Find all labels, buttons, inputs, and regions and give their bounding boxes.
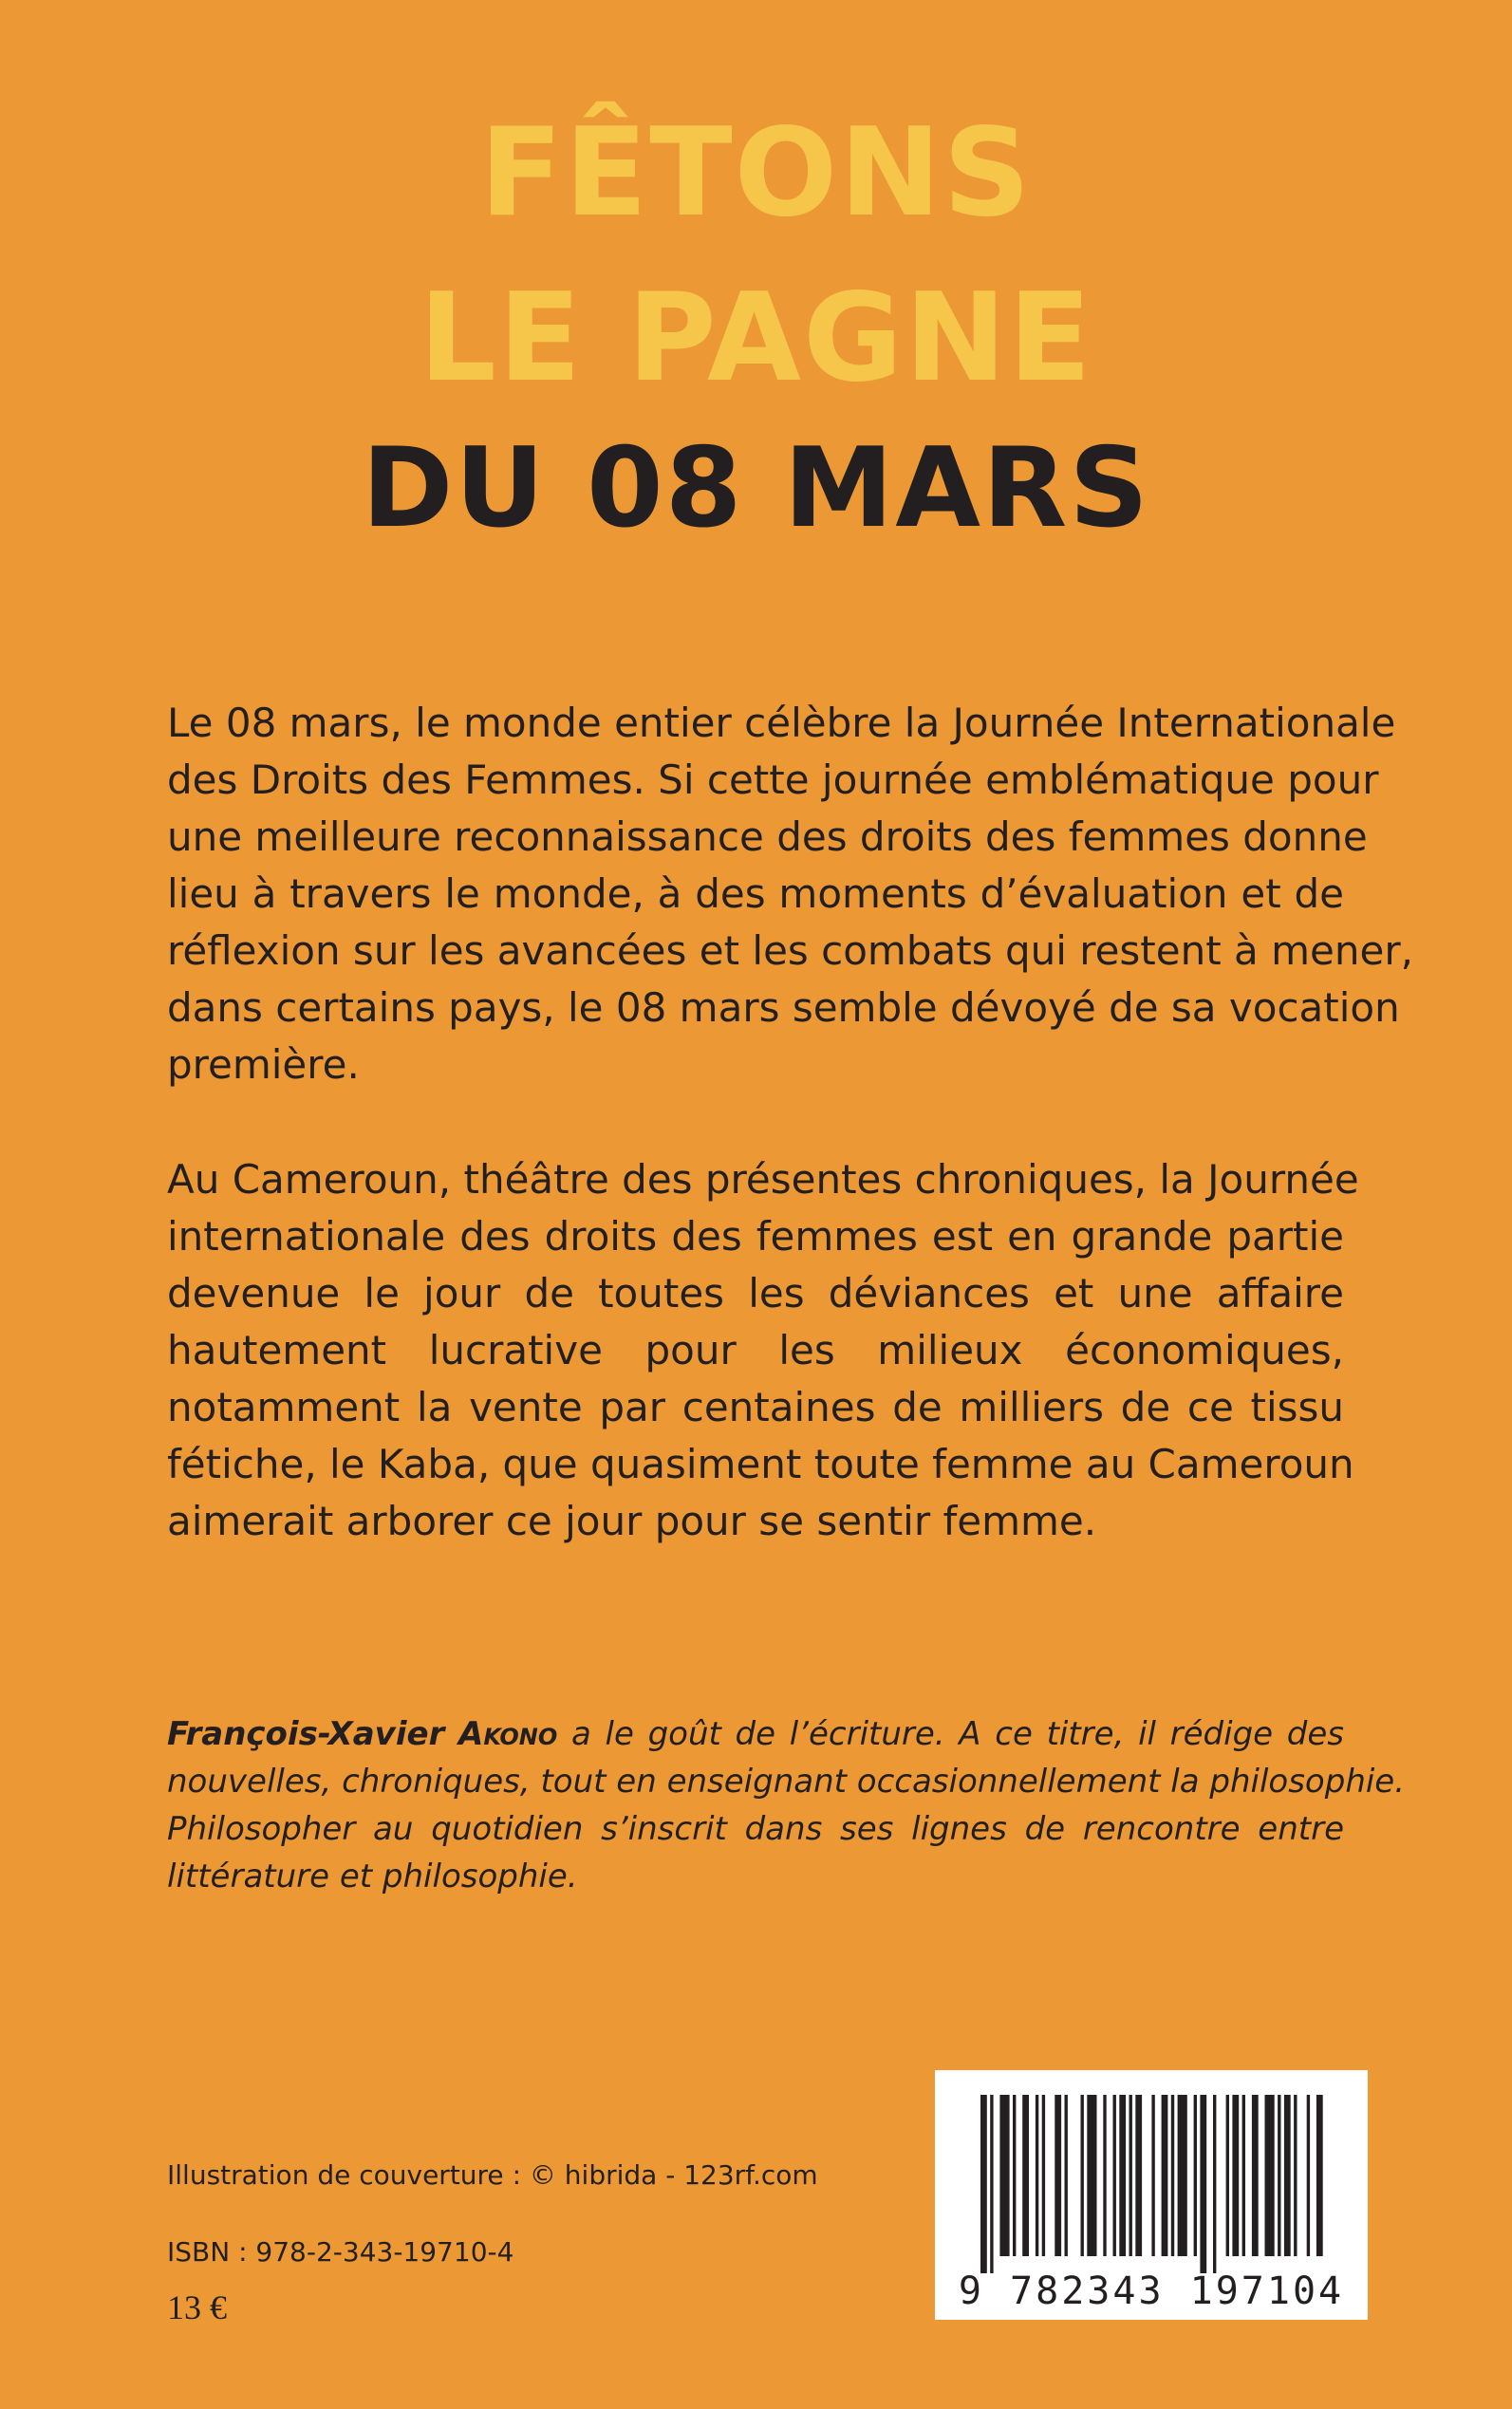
blurb-line: Au Cameroun, théâtre des présentes chroniques, la Journée: [167, 1156, 1359, 1203]
blurb-line: dans certains pays, le 08 mars semble dévoyé de sa vocation: [167, 984, 1400, 1031]
blurb-line: lieu à travers le monde, à des moments d’évaluation et de: [167, 870, 1344, 917]
barcode-bar: [1213, 2095, 1216, 2273]
blurb-line: réflexion sur les avancées et les combats qui restent à mener,: [167, 927, 1413, 974]
barcode-bar: [1307, 2095, 1310, 2256]
barcode-bar: [1242, 2095, 1245, 2256]
barcode-bar: [1013, 2095, 1016, 2256]
barcode-bar: [1087, 2095, 1096, 2256]
title-line-1: FÊTONS: [479, 103, 1033, 244]
barcode-bar: [1265, 2095, 1275, 2256]
barcode-bar: [1194, 2095, 1197, 2256]
blurb-paragraph-1: [167, 695, 1413, 1093]
barcode-bar: [1022, 2095, 1029, 2256]
barcode-bar: [1119, 2095, 1126, 2256]
barcode-bar: [1232, 2095, 1239, 2256]
author-last-name: Akono: [458, 1715, 558, 1753]
title-line-3: DU 08 MARS: [362, 424, 1150, 552]
barcode-digits: 9 782343 197104: [958, 2269, 1345, 2313]
barcode-bar: [1135, 2095, 1142, 2256]
barcode-bar: [1129, 2095, 1132, 2256]
title-line-2: LE PAGNE: [419, 268, 1093, 409]
barcode-bar: [1103, 2095, 1106, 2256]
blurb-line: devenue le jour de toutes les déviances et une affaire: [167, 1270, 1344, 1317]
illustration-credit: Illustration de couverture : © hibrida - 123rf.com: [167, 2159, 818, 2191]
author-bio: [167, 1710, 1406, 1900]
blurb-line: aimerait arborer ce jour pour se sentir femme.: [167, 1498, 1097, 1544]
blurb-line: hautement lucrative pour les milieux économiques,: [167, 1327, 1344, 1373]
blurb-line: Le 08 mars, le monde entier célèbre la Journée Internationale: [167, 700, 1396, 746]
barcode-bar: [1162, 2095, 1168, 2256]
barcode-bar: [1055, 2095, 1061, 2256]
barcode-bar: [999, 2095, 1009, 2256]
barcode-bar: [1284, 2095, 1291, 2256]
bio-line: littérature et philosophie.: [167, 1858, 578, 1895]
barcode-bar: [1278, 2095, 1280, 2256]
bio-text: a le goût de l’écriture. A ce titre, il rédige des: [571, 1715, 1344, 1753]
barcode-bar: [1200, 2095, 1206, 2273]
bio-line: Philosopher au quotidien s’inscrit dans ses lignes de rencontre entre: [167, 1810, 1344, 1848]
barcode-bar: [990, 2095, 993, 2273]
barcode-bar: [1042, 2095, 1045, 2256]
blurb-paragraph-2: [167, 1151, 1359, 1550]
blurb-line: notamment la vente par centaines de milliers de ce tissu: [167, 1384, 1344, 1430]
barcode-bar: [1294, 2095, 1297, 2256]
barcode-bar: [1226, 2095, 1229, 2256]
blurb-line: une meilleure reconnaissance des droits des femmes donne: [167, 813, 1368, 860]
barcode-bar: [1252, 2095, 1259, 2256]
blurb-line: internationale des droits des femmes est en grande partie: [167, 1213, 1344, 1260]
barcode-bar: [1036, 2095, 1038, 2256]
isbn: ISBN : 978-2-343-19710-4: [167, 2236, 514, 2268]
blurb-line: des Droits des Femmes. Si cette journée emblématique pour: [167, 756, 1379, 803]
barcode-bar: [1316, 2095, 1323, 2256]
barcode-bar: [1113, 2095, 1116, 2256]
barcode-bar: [1171, 2095, 1174, 2256]
barcode-bar: [1151, 2095, 1154, 2256]
barcode-bar: [1065, 2095, 1068, 2256]
bio-line: [167, 1710, 1344, 1758]
barcode-bar: [1081, 2095, 1084, 2256]
bio-line: nouvelles, chroniques, tout en enseignant occasionnellement la philosophie.: [167, 1763, 1406, 1801]
barcode-bar: [980, 2095, 987, 2273]
barcode-graphic: [935, 2070, 1368, 2320]
author-first-name: François-Xavier: [167, 1715, 445, 1753]
blurb-line: première.: [167, 1041, 360, 1088]
barcode: [935, 2070, 1368, 2320]
price: 13 €: [167, 2288, 227, 2326]
barcode-bar: [1178, 2095, 1187, 2256]
blurb-line: fétiche, le Kaba, que quasiment toute femme au Cameroun: [167, 1441, 1354, 1487]
